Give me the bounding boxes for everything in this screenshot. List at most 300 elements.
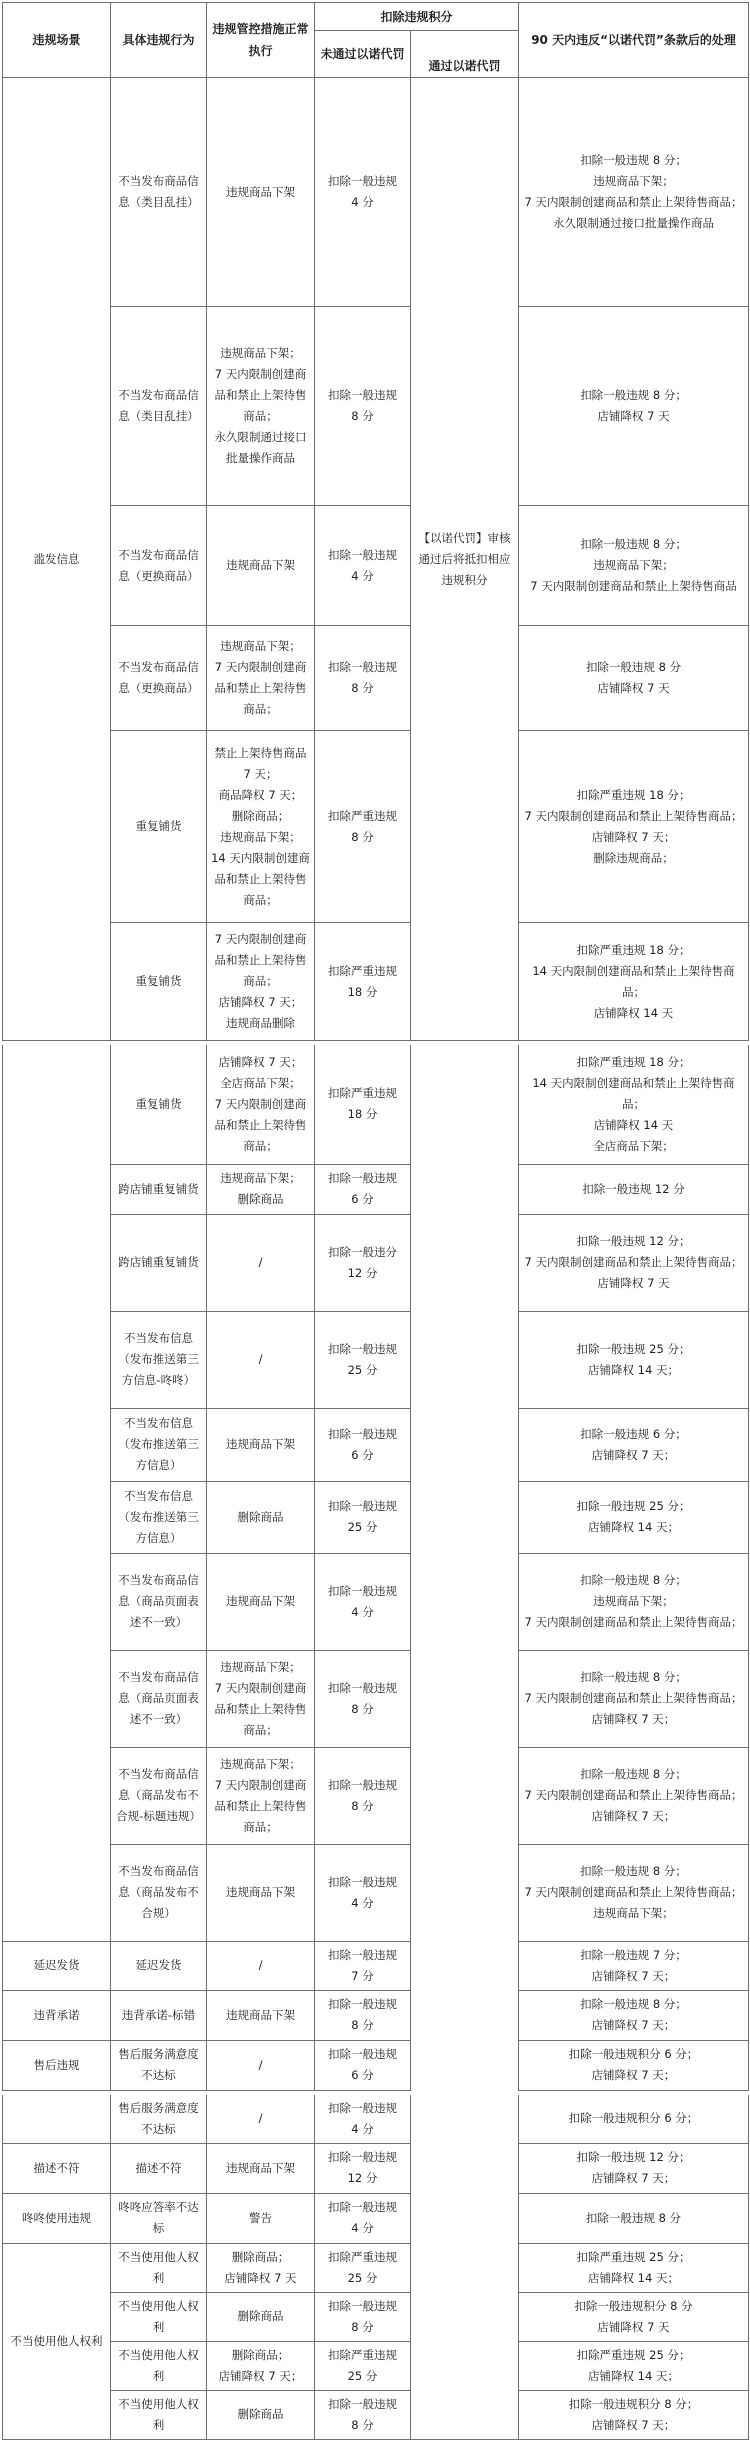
measure-cell (207, 626, 315, 731)
table-row (3, 1990, 749, 2040)
within-90-days-cell (519, 2143, 749, 2193)
header-deduct-group: 扣除违规积分 (315, 3, 519, 31)
measure-cell-line: 违规商品删除 (226, 1016, 295, 1030)
measure-cell (207, 2292, 315, 2341)
table-row (3, 2390, 749, 2439)
not-passed-cell-line: 扣除严重违规 (328, 2249, 397, 2264)
behavior-cell: 跨店铺重复铺货 (111, 1164, 207, 1214)
measure-cell (207, 2040, 315, 2090)
within-90-days-cell-line: 扣除一般违规 8 分； (580, 1670, 687, 1684)
behavior-cell: 重复铺货 (111, 923, 207, 1041)
within-90-days-cell (519, 2390, 749, 2439)
behavior-cell: 不当发布商品信息（更换商品） (111, 626, 207, 731)
behavior-cell: 违背承诺-标错 (111, 1990, 207, 2040)
measure-cell-line: 7 天内限制创建商品和禁止上架待售商品； (214, 660, 307, 716)
not-passed-cell-line: 8 分 (351, 2319, 374, 2334)
within-90-days-cell-line: 店铺降权 7 天； (591, 2018, 676, 2032)
not-passed-cell-line: 扣除一般违规 (328, 388, 397, 402)
within-90-days-cell-line: 扣除一般违规 8 分 (585, 2210, 682, 2225)
within-90-days-cell-line: 店铺降权 7 天； (591, 1809, 676, 1823)
measure-cell (207, 1045, 315, 1164)
within-90-days-cell-line: 扣除一般违规 8 分； (580, 537, 687, 551)
not-passed-cell-line: 扣除一般违规 (328, 1680, 397, 1695)
measure-cell (207, 2193, 315, 2243)
within-90-days-cell-line: 7 天内限制创建商品和禁止上架待售商品； (524, 1885, 743, 1899)
table-row (3, 506, 749, 626)
measure-cell (207, 923, 315, 1041)
not-passed-cell-line: 4 分 (351, 1895, 374, 1910)
not-passed-cell (315, 1844, 411, 1941)
measure-cell-line: / (258, 2111, 263, 2126)
not-passed-cell (315, 1990, 411, 2040)
not-passed-cell-line: 25 分 (347, 1520, 378, 1534)
scene-cell: 滥发信息 (3, 78, 111, 1041)
not-passed-cell-line: 扣除一般违规 (328, 547, 397, 562)
table-row (3, 2143, 749, 2193)
measure-cell (207, 2243, 315, 2292)
not-passed-cell-line: 扣除一般违分 (328, 1244, 397, 1259)
within-90-days-cell-line: 扣除一般违规 8 分 (585, 660, 682, 674)
not-passed-cell (315, 78, 411, 307)
measure-cell (207, 1311, 315, 1408)
behavior-cell: 不当使用他人权利 (111, 2292, 207, 2341)
measure-cell (207, 506, 315, 626)
measure-cell-line: 店铺降权 7 天 (224, 2270, 297, 2285)
penalty-table-part-1 (2, 2, 749, 1041)
measure-cell-line: / (258, 2057, 263, 2072)
measure-cell (207, 2095, 315, 2143)
not-passed-cell-line: 扣除一般违规 (328, 1341, 397, 1356)
behavior-cell: 不当发布商品信息（商品发布不合规-标题违规） (111, 1747, 207, 1844)
not-passed-cell-line: 扣除一般违规 (328, 1997, 397, 2011)
within-90-days-cell-line: 店铺降权 14 天 (593, 1117, 674, 1132)
within-90-days-cell (519, 1747, 749, 1844)
within-90-days-cell (519, 1650, 749, 1747)
within-90-days-cell-line: 扣除严重违规 18 分； (576, 787, 691, 802)
header-measure: 违规管控措施正常执行 (207, 3, 315, 78)
measure-cell-line: 7 天内限制创建商品和禁止上架待售商品； (214, 1096, 307, 1153)
within-90-days-cell (519, 2292, 749, 2341)
not-passed-cell-line: 4 分 (351, 568, 374, 583)
measure-cell-line: 违规商品下架 (226, 184, 295, 199)
table-row (3, 731, 749, 923)
table-row (3, 1408, 749, 1481)
not-passed-cell-line: 扣除一般违规 (328, 2047, 397, 2061)
within-90-days-cell-line: 扣除一般违规积分 8 分 (574, 2298, 693, 2313)
within-90-days-cell-line: 7 天内限制创建商品和禁止上架待售商品； (524, 1615, 743, 1629)
within-90-days-cell (519, 1844, 749, 1941)
within-90-days-cell-line: 扣除一般违规积分 6 分； (568, 2047, 699, 2061)
within-90-days-cell-line: 店铺降权 7 天； (591, 1447, 676, 1462)
not-passed-cell (315, 2390, 411, 2439)
not-passed-cell-line: 4 分 (351, 1604, 374, 1619)
header-passed: 通过以诺代罚 (411, 31, 519, 78)
not-passed-cell-line: 8 分 (351, 1701, 374, 1716)
within-90-days-cell-line: 扣除一般违规 8 分； (580, 1767, 687, 1781)
within-90-days-cell-line: 扣除一般违规积分 8 分； (568, 2396, 699, 2411)
within-90-days-cell (519, 731, 749, 923)
not-passed-cell-line: 扣除严重违规 (328, 808, 397, 823)
measure-cell (207, 1650, 315, 1747)
not-passed-cell-line: 7 分 (351, 1968, 374, 1983)
not-passed-cell-line: 25 分 (347, 2270, 378, 2285)
behavior-cell: 跨店铺重复铺货 (111, 1214, 207, 1311)
header-within-90-days: 90 天内违反“以诺代罚”条款后的处理 (519, 3, 749, 78)
not-passed-cell-line: 扣除一般违规 (328, 2396, 397, 2411)
behavior-cell: 不当发布信息（发布推送第三方信息-咚咚） (111, 1311, 207, 1408)
table-row (3, 923, 749, 1041)
measure-cell-line: 删除商品； (231, 2249, 290, 2264)
not-passed-cell-line: 扣除一般违规 (328, 2150, 397, 2164)
within-90-days-cell-line: 扣除一般违规 6 分； (580, 1426, 687, 1441)
within-90-days-cell (519, 506, 749, 626)
behavior-cell: 延迟发货 (111, 1941, 207, 1990)
not-passed-cell (315, 1747, 411, 1844)
not-passed-cell (315, 1481, 411, 1553)
within-90-days-cell-line: 永久限制通过接口批量操作商品 (553, 216, 715, 230)
within-90-days-cell-line: 扣除一般违规 8 分； (580, 1997, 687, 2011)
table-row (3, 1045, 749, 1164)
not-passed-cell-line: 扣除一般违规 (328, 660, 397, 674)
not-passed-cell-line: 扣除严重违规 (328, 963, 397, 978)
table-row (3, 1311, 749, 1408)
behavior-cell: 不当使用他人权利 (111, 2390, 207, 2439)
within-90-days-cell-line: 7 天内限制创建商品和禁止上架待售商品； (524, 808, 743, 823)
measure-cell (207, 2143, 315, 2193)
behavior-cell: 不当发布商品信息（商品页面表述不一致） (111, 1650, 207, 1747)
within-90-days-cell (519, 1408, 749, 1481)
not-passed-cell (315, 2095, 411, 2143)
measure-cell-line: / (258, 1958, 263, 1972)
within-90-days-cell-line: 扣除一般违规积分 6 分； (568, 2111, 699, 2126)
measure-cell-line: 店铺降权 7 天； (218, 1054, 303, 1069)
table-row (3, 1214, 749, 1311)
not-passed-cell-line: 扣除一般违规 (328, 174, 397, 188)
measure-cell (207, 1941, 315, 1990)
measure-cell-line: / (258, 1352, 263, 1366)
header-not-passed: 未通过以诺代罚 (315, 31, 411, 78)
measure-cell-line: 永久限制通过接口批量操作商品 (214, 430, 307, 465)
behavior-cell: 咚咚应答率不达标 (111, 2193, 207, 2243)
measure-cell-line: 7 天内限制创建商品和禁止上架待售商品； (214, 367, 307, 423)
within-90-days-cell (519, 2040, 749, 2090)
not-passed-cell (315, 2193, 411, 2243)
not-passed-cell-line: 扣除严重违规 (328, 1086, 397, 1101)
not-passed-cell-line: 扣除一般违规 (328, 1426, 397, 1441)
table-row (3, 1941, 749, 1990)
not-passed-cell-line: 4 分 (351, 2121, 374, 2136)
measure-cell-line: / (258, 1255, 263, 1269)
within-90-days-cell (519, 1311, 749, 1408)
scene-cell: 延迟发货 (3, 1941, 111, 1990)
not-passed-cell (315, 1408, 411, 1481)
not-passed-cell-line: 6 分 (351, 1447, 374, 1462)
header-scene: 违规场景 (3, 3, 111, 78)
passed-note-continued (411, 2095, 519, 2439)
within-90-days-cell-line: 扣除严重违规 25 分； (576, 2249, 691, 2264)
behavior-cell: 不当发布商品信息（更换商品） (111, 506, 207, 626)
measure-cell-line: 删除商品 (237, 1509, 284, 1524)
within-90-days-cell-line: 扣除一般违规 8 分； (580, 1573, 687, 1587)
measure-cell (207, 1990, 315, 2040)
not-passed-cell-line: 扣除一般违规 (328, 1947, 397, 1962)
within-90-days-cell-line: 店铺降权 14 天； (588, 1362, 679, 1377)
not-passed-cell (315, 1311, 411, 1408)
within-90-days-cell-line: 扣除一般违规 8 分； (580, 1864, 687, 1878)
within-90-days-cell-line: 违规商品下架； (593, 174, 674, 188)
behavior-cell: 不当使用他人权利 (111, 2341, 207, 2390)
within-90-days-cell-line: 扣除一般违规 8 分； (580, 388, 687, 402)
behavior-cell: 不当发布信息（发布推送第三方信息） (111, 1481, 207, 1553)
measure-cell-line: 违规商品下架 (226, 2160, 295, 2175)
within-90-days-cell (519, 1481, 749, 1553)
measure-cell (207, 2390, 315, 2439)
not-passed-cell-line: 8 分 (351, 409, 374, 423)
behavior-cell: 不当发布商品信息（类目乱挂） (111, 78, 207, 307)
not-passed-cell (315, 1045, 411, 1164)
table-row (3, 1747, 749, 1844)
table-row (3, 307, 749, 506)
within-90-days-cell (519, 2243, 749, 2292)
within-90-days-cell (519, 1214, 749, 1311)
header-behavior: 具体违规行为 (111, 3, 207, 78)
behavior-cell: 描述不符 (111, 2143, 207, 2193)
within-90-days-cell-line: 删除违规商品； (593, 850, 674, 865)
not-passed-cell-line: 扣除严重违规 (328, 2347, 397, 2362)
table-row (3, 1481, 749, 1553)
measure-cell-line: 7 天内限制创建商品和禁止上架待售商品； (214, 932, 307, 988)
not-passed-cell-line: 4 分 (351, 195, 374, 209)
behavior-cell: 重复铺货 (111, 731, 207, 923)
within-90-days-cell-line: 店铺降权 7 天； (591, 829, 676, 844)
measure-cell-line: 店铺降权 7 天； (218, 995, 303, 1009)
measure-cell-line: 7 天内限制创建商品和禁止上架待售商品； (214, 1777, 307, 1834)
not-passed-cell (315, 2341, 411, 2390)
scene-cell: 咚咚使用违规 (3, 2193, 111, 2243)
measure-cell (207, 1408, 315, 1481)
within-90-days-cell (519, 626, 749, 731)
measure-cell (207, 78, 315, 307)
measure-cell (207, 1747, 315, 1844)
within-90-days-cell (519, 78, 749, 307)
scene-cell: 描述不符 (3, 2143, 111, 2193)
not-passed-cell-line: 8 分 (351, 2018, 374, 2032)
measure-cell-line: 违规商品下架； (220, 829, 301, 844)
measure-cell (207, 2341, 315, 2390)
within-90-days-cell (519, 307, 749, 506)
within-90-days-cell-line: 店铺降权 7 天； (591, 1712, 676, 1726)
not-passed-cell-line: 25 分 (347, 2368, 378, 2383)
measure-cell-line: 违规商品下架 (226, 1594, 295, 1608)
within-90-days-cell-line: 店铺降权 7 天 (597, 681, 670, 695)
within-90-days-cell-line: 店铺降权 7 天； (591, 2068, 676, 2082)
within-90-days-cell-line: 违规商品下架； (593, 1594, 674, 1608)
within-90-days-cell-line: 14 天内限制创建商品和禁止上架待售商品； (532, 1075, 735, 1111)
within-90-days-cell (519, 1553, 749, 1650)
measure-cell-line: 违规商品下架 (226, 558, 295, 572)
not-passed-cell (315, 1650, 411, 1747)
not-passed-cell-line: 8 分 (351, 1798, 374, 1813)
within-90-days-cell-line: 7 天内限制创建商品和禁止上架待售商品； (524, 195, 743, 209)
not-passed-cell-line: 18 分 (347, 1107, 378, 1122)
behavior-cell: 不当发布信息（发布推送第三方信息） (111, 1408, 207, 1481)
table-row (3, 1844, 749, 1941)
table-row (3, 2341, 749, 2390)
measure-cell (207, 731, 315, 923)
measure-cell-line: 删除商品 (237, 2309, 284, 2323)
passed-note-continued (411, 1045, 519, 2090)
scene-cell: 不当使用他人权利 (3, 2243, 111, 2439)
not-passed-cell (315, 1164, 411, 1214)
table-row (3, 2292, 749, 2341)
within-90-days-cell-line: 扣除一般违规 25 分； (576, 1341, 691, 1356)
within-90-days-cell-line: 扣除一般违规 12 分； (576, 1234, 691, 1248)
scene-cell: 售后违规 (3, 2040, 111, 2090)
table-row (3, 1553, 749, 1650)
within-90-days-cell-line: 7 天内限制创建商品和禁止上架待售商品； (524, 1788, 743, 1802)
not-passed-cell-line: 扣除一般违规 (328, 2100, 397, 2115)
scene-cell-continued (3, 1045, 111, 1941)
measure-cell-line: 违规商品下架； (220, 1659, 301, 1674)
not-passed-cell (315, 731, 411, 923)
measure-cell-line: 删除商品； (231, 808, 290, 823)
measure-cell-line: 违规商品下架； (220, 1756, 301, 1771)
table-row (3, 2040, 749, 2090)
not-passed-cell-line: 6 分 (351, 2068, 374, 2082)
not-passed-cell-line: 12 分 (347, 2171, 378, 2185)
within-90-days-cell-line: 店铺降权 14 天； (588, 1520, 679, 1534)
not-passed-cell (315, 923, 411, 1041)
measure-cell (207, 1481, 315, 1553)
behavior-cell: 售后服务满意度不达标 (111, 2095, 207, 2143)
within-90-days-cell-line: 店铺降权 7 天 (597, 1276, 670, 1290)
behavior-cell: 售后服务满意度不达标 (111, 2040, 207, 2090)
not-passed-cell-line: 25 分 (347, 1362, 378, 1377)
passed-note-cell: 【以诺代罚】审核通过后将抵扣相应违规积分 (411, 78, 519, 1041)
not-passed-cell-line: 扣除一般违规 (328, 1777, 397, 1792)
measure-cell (207, 1844, 315, 1941)
measure-cell-line: 全店商品下架； (220, 1075, 301, 1090)
measure-cell-line: 违规商品下架 (226, 1885, 295, 1899)
scene-cell-continued (3, 2095, 111, 2143)
not-passed-cell (315, 626, 411, 731)
measure-cell-line: 商品降权 7 天； (218, 787, 303, 802)
penalty-table-part-2 (2, 1045, 749, 2091)
within-90-days-cell-line: 扣除一般违规 12 分； (576, 2150, 691, 2164)
measure-cell-line: 14 天内限制创建商品和禁止上架待售商品； (211, 850, 310, 907)
measure-cell-line: 违规商品下架 (226, 2007, 295, 2022)
not-passed-cell (315, 1553, 411, 1650)
measure-cell (207, 1553, 315, 1650)
within-90-days-cell-line: 扣除一般违规 12 分 (582, 1181, 685, 1196)
behavior-cell: 不当发布商品信息（商品页面表述不一致） (111, 1553, 207, 1650)
within-90-days-cell (519, 923, 749, 1041)
within-90-days-cell-line: 扣除严重违规 25 分； (576, 2347, 691, 2362)
behavior-cell: 重复铺货 (111, 1045, 207, 1164)
measure-cell-line: 7 天内限制创建商品和禁止上架待售商品； (214, 1680, 307, 1737)
measure-cell-line: 警告 (249, 2210, 272, 2225)
within-90-days-cell-line: 全店商品下架； (593, 1138, 674, 1153)
within-90-days-cell-line: 扣除一般违规 8 分； (580, 153, 687, 167)
not-passed-cell-line: 扣除一般违规 (328, 1171, 397, 1185)
not-passed-cell-line: 扣除一般违规 (328, 2200, 397, 2214)
measure-cell-line: 删除商品； (231, 2347, 290, 2362)
not-passed-cell-line: 扣除一般违规 (328, 2298, 397, 2313)
within-90-days-cell-line: 店铺降权 14 天 (593, 1005, 674, 1020)
measure-cell-line: 违规商品下架； (220, 1171, 301, 1185)
not-passed-cell-line: 扣除一般违规 (328, 1583, 397, 1598)
not-passed-cell (315, 307, 411, 506)
within-90-days-cell (519, 1990, 749, 2040)
measure-cell-line: 禁止上架待售商品 7 天； (214, 745, 307, 781)
not-passed-cell-line: 扣除一般违规 (328, 1499, 397, 1513)
measure-cell-line: 删除商品 (237, 1192, 284, 1206)
measure-cell-line: 违规商品下架 (226, 1437, 295, 1451)
within-90-days-cell-line: 违规商品下架； (593, 1906, 674, 1920)
table-row (3, 626, 749, 731)
not-passed-cell-line: 8 分 (351, 829, 374, 844)
table-row (3, 2095, 749, 2143)
not-passed-cell (315, 2292, 411, 2341)
within-90-days-cell-line: 扣除严重违规 18 分； (576, 1054, 691, 1069)
within-90-days-cell-line: 店铺降权 7 天 (597, 409, 670, 423)
within-90-days-cell-line: 店铺降权 7 天； (591, 2417, 676, 2432)
measure-cell (207, 1164, 315, 1214)
table-row (3, 2243, 749, 2292)
within-90-days-cell-line: 14 天内限制创建商品和禁止上架待售商品； (532, 963, 735, 999)
within-90-days-cell (519, 1045, 749, 1164)
within-90-days-cell-line: 7 天内限制创建商品和禁止上架待售商品； (524, 1691, 743, 1705)
behavior-cell: 不当使用他人权利 (111, 2243, 207, 2292)
scene-cell: 违背承诺 (3, 1990, 111, 2040)
not-passed-cell (315, 1941, 411, 1990)
measure-cell (207, 307, 315, 506)
within-90-days-cell-line: 店铺降权 7 天； (591, 1968, 676, 1983)
measure-cell (207, 1214, 315, 1311)
within-90-days-cell-line: 店铺降权 7 天； (591, 2171, 676, 2185)
table-row (3, 1650, 749, 1747)
not-passed-cell (315, 506, 411, 626)
measure-cell-line: 店铺降权 7 天； (218, 2368, 303, 2383)
not-passed-cell-line: 扣除一般违规 (328, 1874, 397, 1889)
not-passed-cell-line: 6 分 (351, 1192, 374, 1206)
within-90-days-cell (519, 2095, 749, 2143)
within-90-days-cell-line: 违规商品下架； (593, 558, 674, 572)
within-90-days-cell-line: 7 天内限制创建商品和禁止上架待售商品 (530, 579, 737, 593)
not-passed-cell (315, 2243, 411, 2292)
within-90-days-cell-line: 扣除一般违规 7 分； (580, 1947, 687, 1962)
within-90-days-cell-line: 店铺降权 14 天； (588, 2270, 679, 2285)
within-90-days-cell-line: 扣除严重违规 18 分； (576, 942, 691, 957)
within-90-days-cell (519, 2193, 749, 2243)
within-90-days-cell-line: 店铺降权 14 天； (588, 2368, 679, 2383)
not-passed-cell-line: 8 分 (351, 2417, 374, 2432)
within-90-days-cell-line: 店铺降权 7 天 (597, 2319, 670, 2334)
measure-cell-line: 违规商品下架； (220, 346, 301, 360)
penalty-table-part-3 (2, 2095, 749, 2440)
within-90-days-cell (519, 2341, 749, 2390)
not-passed-cell (315, 1214, 411, 1311)
within-90-days-cell-line: 7 天内限制创建商品和禁止上架待售商品； (524, 1255, 743, 1269)
table-row (3, 1164, 749, 1214)
behavior-cell: 不当发布商品信息（类目乱挂） (111, 307, 207, 506)
not-passed-cell-line: 12 分 (347, 1265, 378, 1280)
within-90-days-cell (519, 1164, 749, 1214)
not-passed-cell-line: 4 分 (351, 2221, 374, 2235)
measure-cell-line: 违规商品下架； (220, 639, 301, 653)
table-row (3, 2193, 749, 2243)
not-passed-cell-line: 8 分 (351, 681, 374, 695)
